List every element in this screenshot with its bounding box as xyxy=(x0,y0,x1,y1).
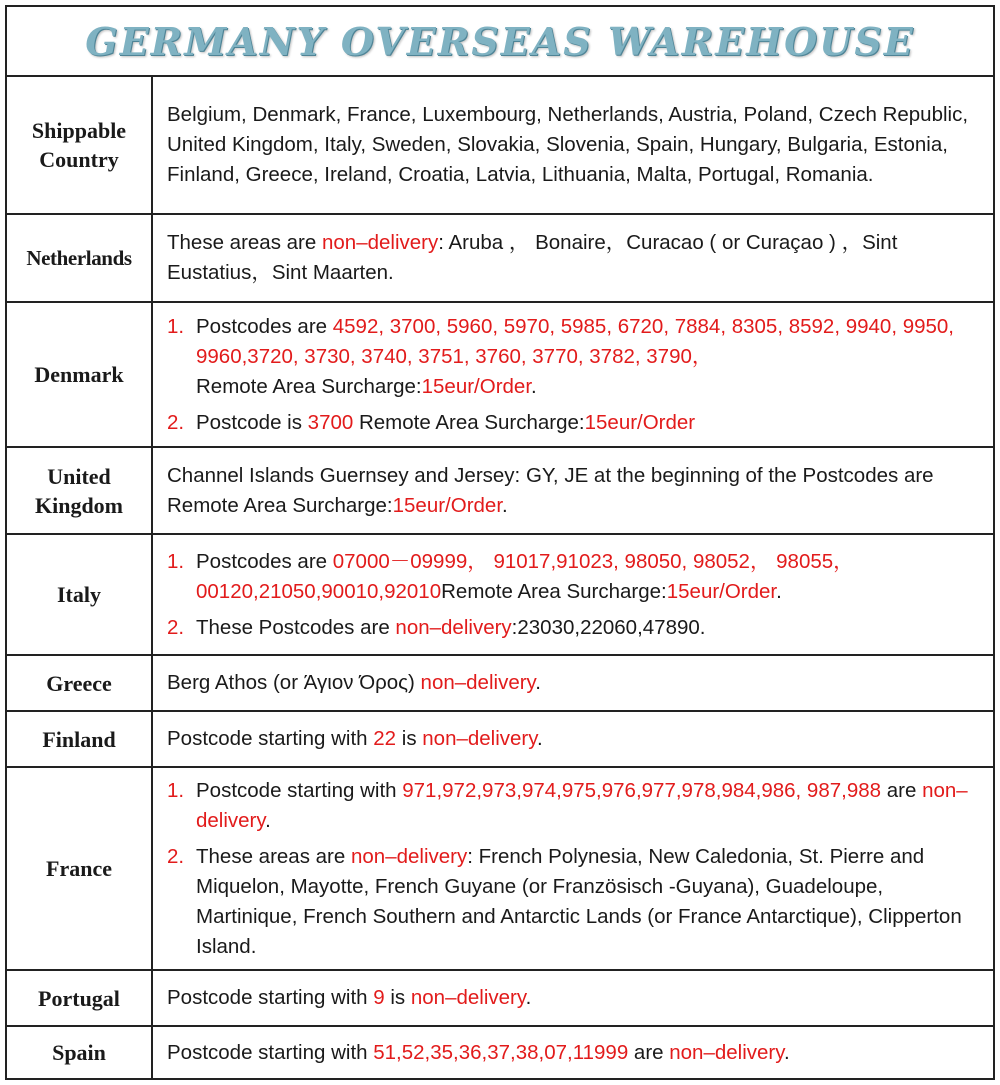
rule-suffix: : Aruba ， Bonaire，Curacao ( or Curaçao ) ，Sint Eustatius，Sint Maarten. xyxy=(167,231,898,284)
rule-prefix: Channel Islands Guernsey and Jersey: GY, JE at the beginning of the Postcodes are Remote Area Surcharge: xyxy=(167,463,934,517)
rule-prefix: Postcode starting with xyxy=(196,778,403,802)
rule-prefix: These areas are xyxy=(167,231,322,254)
title-bar xyxy=(7,7,993,77)
row-content xyxy=(153,215,993,301)
row-label: Shippable Country xyxy=(7,77,153,213)
rule-prefix: Postcode starting with xyxy=(167,986,374,1009)
row-spain xyxy=(7,1027,993,1078)
rule-prefix: Postcode starting with xyxy=(167,1040,374,1064)
rule-suffix: . xyxy=(265,808,271,832)
row-italy xyxy=(7,535,993,656)
rule-text xyxy=(167,724,987,754)
item-body xyxy=(196,842,987,962)
rule-prefix: Berg Athos (or Άγιον Όρος) xyxy=(167,671,421,694)
item-number: 2. xyxy=(167,844,185,868)
row-label: Finland xyxy=(7,712,153,766)
postcode-list: 07000－09999， 91017,91023, 98050, 98052， 98055，00120,21050,90010,92010 xyxy=(196,549,854,603)
rule-item xyxy=(167,842,987,962)
item-number: 2. xyxy=(167,615,185,639)
item-body xyxy=(196,776,987,836)
rule-suffix: :23030,22060,47890. xyxy=(511,615,706,639)
non-delivery-highlight: non–delivery xyxy=(395,615,512,639)
row-label: Denmark xyxy=(7,303,153,446)
row-united-kingdom xyxy=(7,448,993,535)
surcharge-fee: 15eur/Order xyxy=(392,493,503,517)
item-number: 1. xyxy=(167,549,185,573)
rule-text xyxy=(167,228,987,288)
row-content xyxy=(153,448,993,533)
item-number: 2. xyxy=(167,410,185,434)
row-content xyxy=(153,303,993,446)
rule-prefix: Postcode is xyxy=(196,410,308,434)
page-title: GERMANY OVERSEAS WAREHOUSE xyxy=(85,18,915,64)
postcode-list: 971,972,973,974,975,976,977,978,984,986, 987,988 xyxy=(402,778,882,802)
rule-middle: is xyxy=(384,986,411,1009)
rule-item xyxy=(167,312,987,402)
row-label: Netherlands xyxy=(7,215,153,301)
row-finland xyxy=(7,712,993,768)
row-content xyxy=(153,1027,993,1078)
non-delivery-highlight: non–delivery xyxy=(422,727,537,750)
rule-item xyxy=(167,408,987,438)
row-netherlands xyxy=(7,215,993,303)
rule-prefix: These Postcodes are xyxy=(196,615,396,639)
row-label: Portugal xyxy=(7,971,153,1025)
non-delivery-highlight: non–delivery xyxy=(350,844,468,868)
rule-text xyxy=(167,461,987,521)
rule-suffix: . xyxy=(776,579,782,603)
row-label: Greece xyxy=(7,656,153,710)
item-body xyxy=(196,547,987,607)
item-number: 1. xyxy=(167,778,185,802)
rule-item xyxy=(167,547,987,607)
row-greece xyxy=(7,656,993,712)
row-label: Spain xyxy=(7,1027,153,1078)
rule-middle: Remote Area Surcharge: xyxy=(441,579,667,603)
rule-prefix: Postcodes are xyxy=(196,549,333,573)
non-delivery-highlight: non–delivery xyxy=(321,231,439,254)
row-denmark xyxy=(7,303,993,448)
postcode: 22 xyxy=(373,727,397,750)
postcode: 3700 xyxy=(307,410,354,434)
warehouse-table xyxy=(5,5,995,1080)
surcharge-fee: 15eur/Order xyxy=(584,410,696,434)
postcode-list: 51,52,35,36,37,38,07,11999 xyxy=(373,1040,629,1064)
postcode: 9 xyxy=(373,986,385,1009)
row-portugal xyxy=(7,971,993,1027)
rule-middle: are xyxy=(628,1040,670,1064)
row-content xyxy=(153,712,993,766)
rule-suffix: . xyxy=(783,1040,790,1064)
surcharge-fee: 15eur/Order xyxy=(666,579,777,603)
non-delivery-highlight: non–delivery xyxy=(420,671,536,694)
row-france xyxy=(7,768,993,971)
rule-item xyxy=(167,776,987,836)
row-label: Italy xyxy=(7,535,153,654)
rule-text xyxy=(167,983,987,1013)
row-content xyxy=(153,656,993,710)
row-label: France xyxy=(7,768,153,969)
rule-suffix: : French Polynesia, New Caledonia, St. Pierre and Miquelon, Mayotte, French Guyane (or Französisch -Guyana), Guadeloupe, Martinique, French Southern and Antarctic Lands (or France Antarctique), Clipperton Island. xyxy=(196,844,962,958)
item-body xyxy=(196,613,987,643)
rule-middle: Remote Area Surcharge: xyxy=(196,374,422,398)
item-body xyxy=(196,312,987,402)
item-number: 1. xyxy=(167,314,185,338)
row-content xyxy=(153,768,993,969)
row-label: United Kingdom xyxy=(7,448,153,533)
rule-item xyxy=(167,613,987,643)
rule-suffix: . xyxy=(525,986,532,1009)
non-delivery-highlight: non–delivery xyxy=(669,1040,784,1064)
row-content xyxy=(153,77,993,213)
rule-middle: Remote Area Surcharge: xyxy=(353,410,585,434)
row-content xyxy=(153,971,993,1025)
rule-text xyxy=(167,668,987,698)
rule-prefix: These areas are xyxy=(196,844,351,868)
non-delivery-highlight: non–delivery xyxy=(196,778,968,832)
non-delivery-highlight: non–delivery xyxy=(410,986,526,1009)
rule-suffix: . xyxy=(535,671,541,694)
rule-middle: are xyxy=(881,778,923,802)
rule-prefix: Postcode starting with xyxy=(167,727,374,750)
rule-suffix: . xyxy=(531,374,537,398)
surcharge-fee: 15eur/Order xyxy=(421,374,532,398)
rule-text xyxy=(167,1038,987,1068)
row-content xyxy=(153,535,993,654)
rule-suffix: . xyxy=(537,727,543,750)
rule-suffix: . xyxy=(502,493,508,517)
item-body xyxy=(196,408,987,438)
rule-middle: is xyxy=(396,727,423,750)
rule-prefix: Postcodes are xyxy=(196,314,333,338)
postcode-list: 4592, 3700, 5960, 5970, 5985, 6720, 7884, 8305, 8592, 9940, 9950, 9960,3720, 3730, 3740, 3751, 3760, 3770, 3782, 3790， xyxy=(196,314,955,368)
row-shippable-country xyxy=(7,77,993,215)
shippable-country-list: Belgium, Denmark, France, Luxembourg, Netherlands, Austria, Poland, Czech Republic, United Kingdom, Italy, Sweden, Slovakia, Slovenia, Spain, Hungary, Bulgaria, Estonia, Finland, Greece, Ireland, Croatia, Latvia, Lithuania, Malta, Portugal, Romania. xyxy=(167,103,969,186)
